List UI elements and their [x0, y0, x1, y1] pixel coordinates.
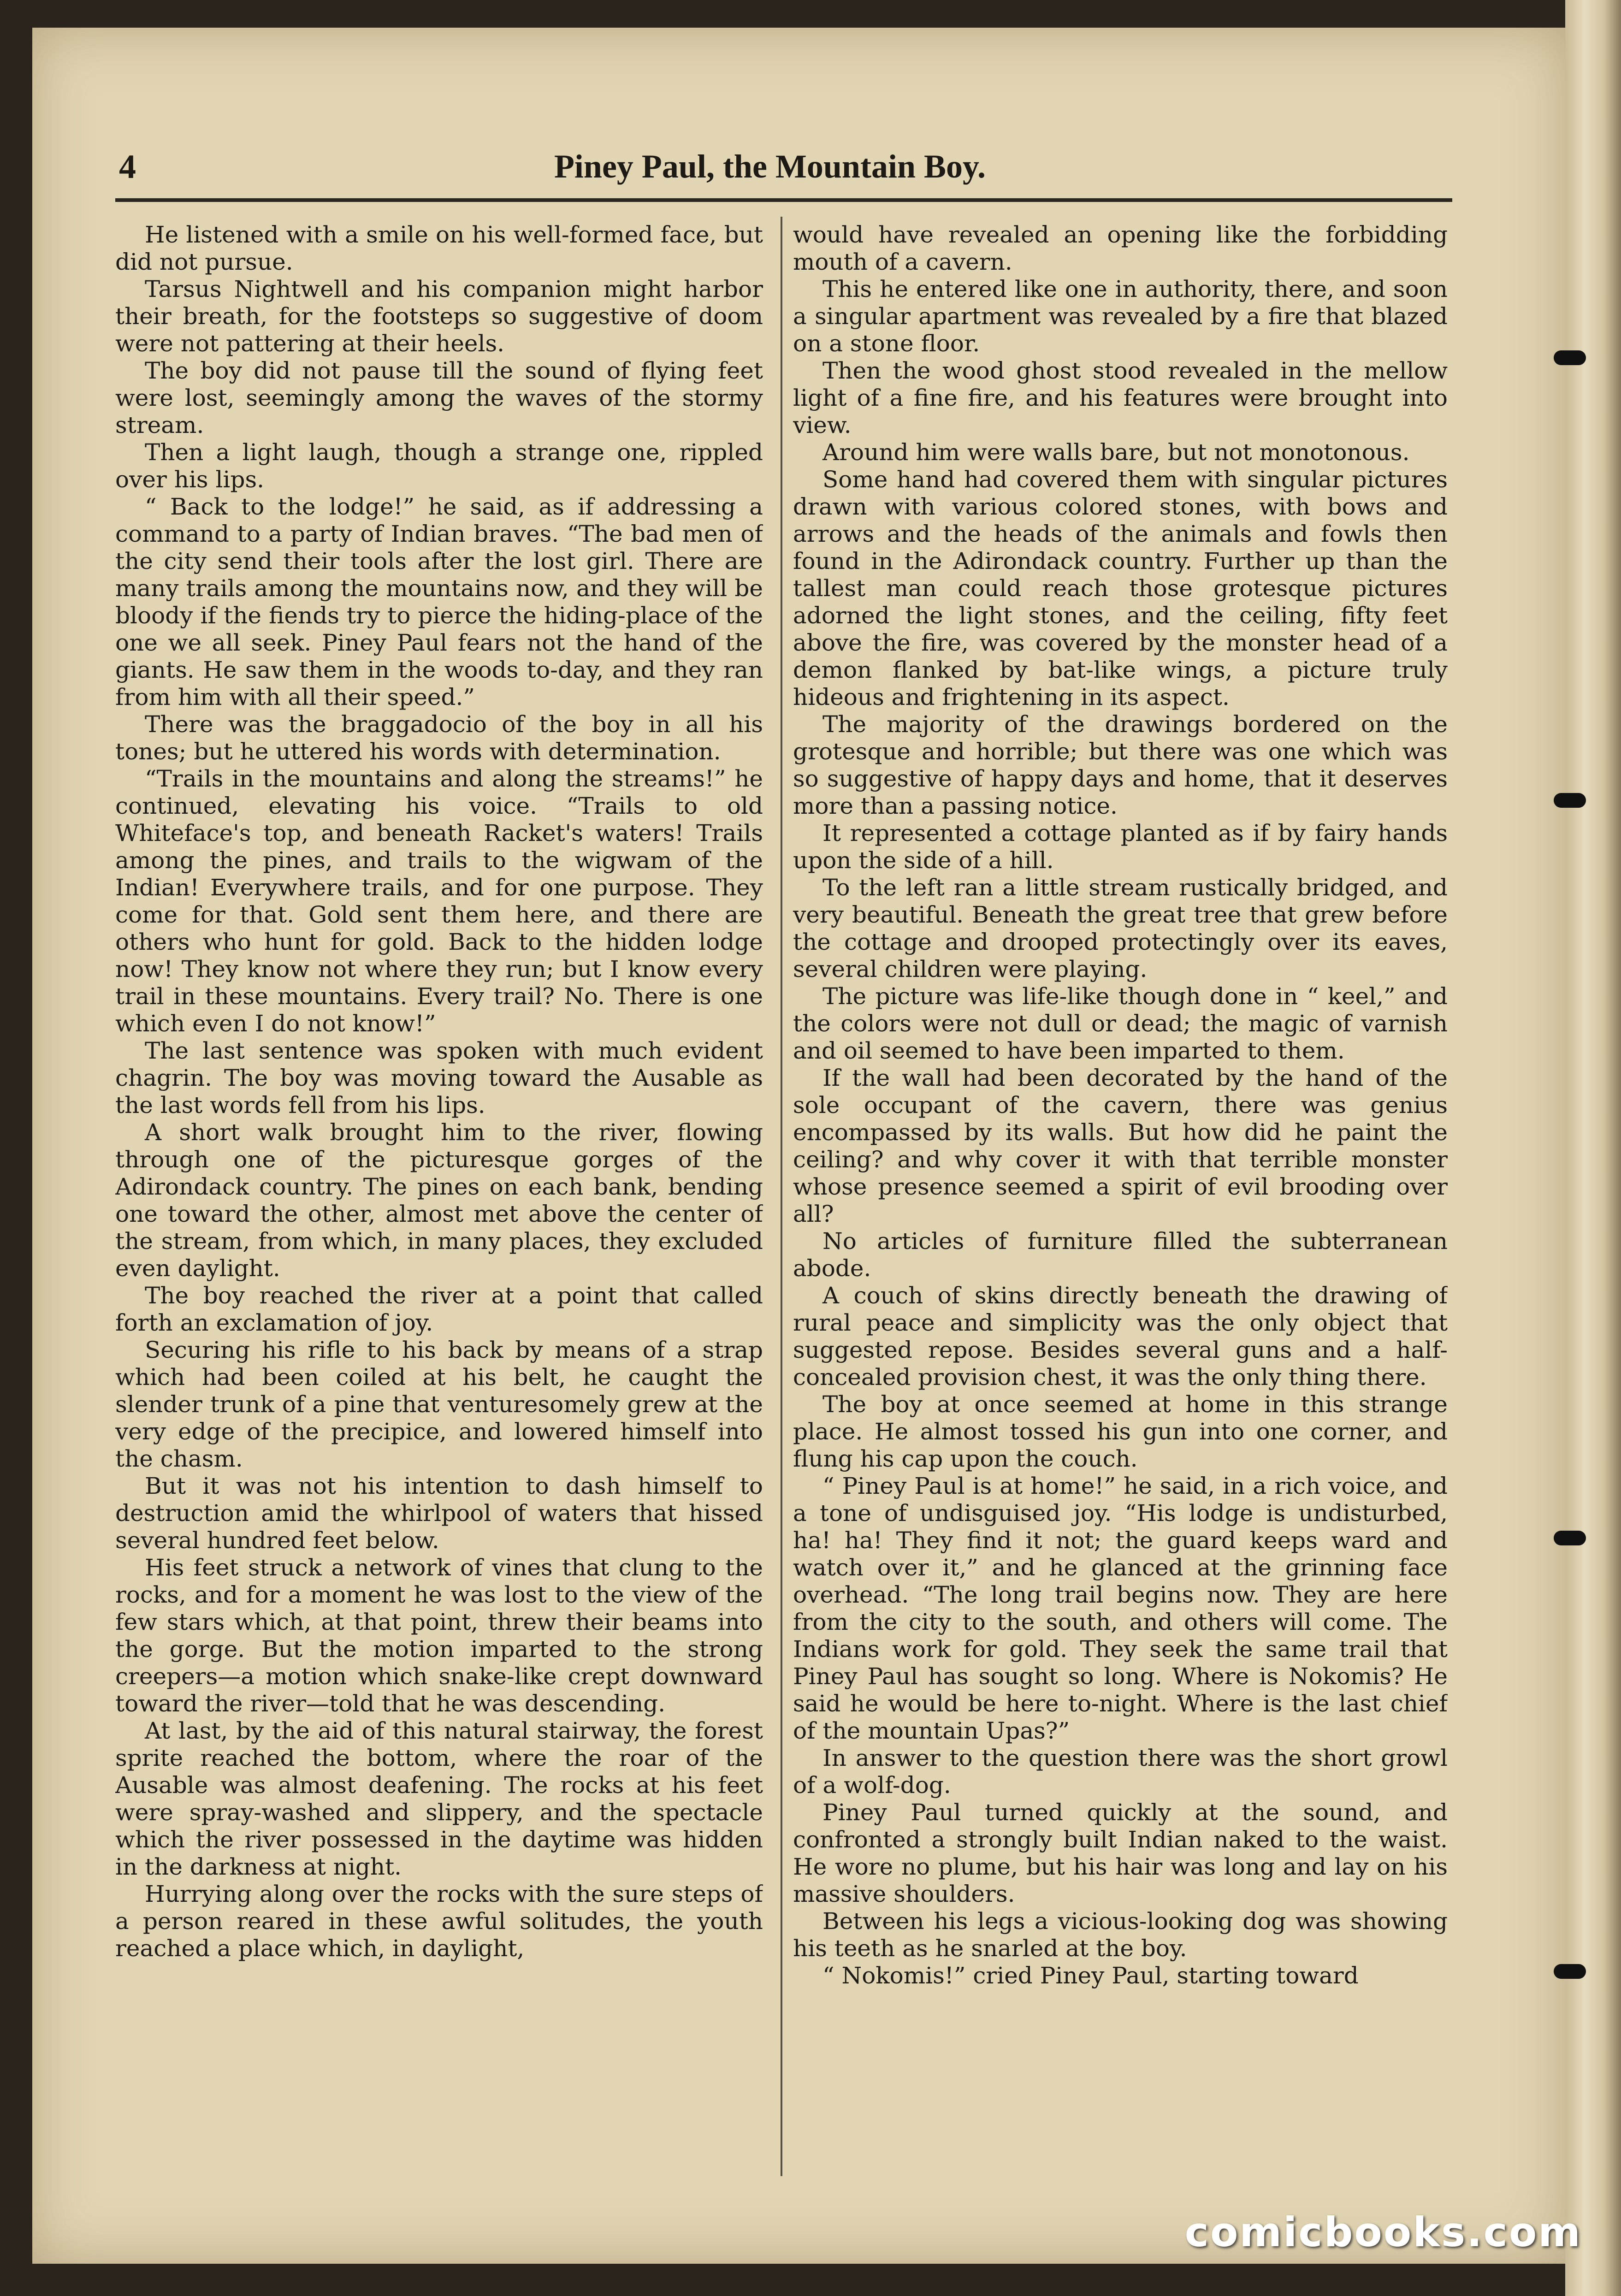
paragraph: The last sentence was spoken with much evident chagrin. The boy was moving toward the Ausable as the last words fell from his lips.	[115, 1037, 763, 1118]
right-text-column	[793, 221, 1448, 2195]
running-title: Piney Paul, the Mountain Boy.	[554, 148, 986, 185]
staple-2	[1554, 793, 1586, 808]
column-divider	[781, 217, 782, 2176]
paragraph: But it was not his intention to dash himself to destruction amid the whirlpool of waters that hissed several hundred feet below.	[115, 1473, 763, 1554]
paragraph: He listened with a smile on his well-formed face, but did not pursue.	[115, 221, 763, 275]
paragraph: The boy reached the river at a point that called forth an exclamation of joy.	[115, 1282, 763, 1336]
paragraph: There was the braggadocio of the boy in all his tones; but he uttered his words with determination.	[115, 711, 763, 765]
paragraph: A short walk brought him to the river, flowing through one of the picturesque gorges of the Adirondack country. The pines on each bank, bending one toward the other, almost met above the center of the stream, from which, in many places, they excluded even daylight.	[115, 1119, 763, 1282]
left-text-column	[115, 221, 763, 2195]
paragraph: “ Back to the lodge!” he said, as if addressing a command to a party of Indian braves. “The bad men of the city send their tools after the lost girl. There are many trails among the mountains now, and they will be bloody if the fiends try to pierce the hiding-place of the one we all seek. Piney Paul fears not the hand of the giants. He saw them in the woods to-day, and they ran from him with all their speed.”	[115, 493, 763, 710]
paragraph: To the left ran a little stream rustically bridged, and very beautiful. Beneath the great tree that grew before the cottage and drooped protectingly over its eaves, several children were playing.	[793, 874, 1448, 982]
staple-3	[1554, 1531, 1586, 1545]
page-number: 4	[119, 148, 136, 186]
paragraph: The boy did not pause till the sound of flying feet were lost, seemingly among the waves of the stormy stream.	[115, 357, 763, 438]
paragraph: “ Nokomis!” cried Piney Paul, starting toward	[822, 1962, 1359, 1989]
page-header	[83, 138, 1457, 203]
staple-4	[1554, 1964, 1586, 1979]
paragraph: At last, by the aid of this natural stairway, the forest sprite reached the bottom, where the roar of the Ausable was almost deafening. The rocks at his feet were spray-washed and slippery, and the spectacle which the river possessed in the daytime was hidden in the darkness at night.	[115, 1717, 763, 1880]
paragraph: Then the wood ghost stood revealed in the mellow light of a fine fire, and his features were brought into view.	[793, 357, 1448, 438]
header-rule	[115, 198, 1452, 202]
paragraph: The majority of the drawings bordered on the grotesque and horrible; but there was one which was so suggestive of happy days and home, that it deserves more than a passing notice.	[793, 711, 1448, 819]
paragraph: This he entered like one in authority, there, and soon a singular apartment was revealed by a fire that blazed on a stone floor.	[793, 276, 1448, 357]
paragraph: A couch of skins directly beneath the drawing of rural peace and simplicity was the only object that suggested repose. Besides several guns and a half-concealed provision chest, it was the only thing there.	[793, 1282, 1448, 1391]
paragraph: If the wall had been decorated by the hand of the sole occupant of the cavern, there was genius encompassed by its walls. But how did he paint the ceiling? and why cover it with that terrible monster whose presence seemed a spirit of evil brooding over all?	[793, 1065, 1448, 1227]
paragraph: Some hand had covered them with singular pictures drawn with various colored stones, with bows and arrows and the heads of the animals and fowls then found in the Adirondack country. Further up than the tallest man could reach those grotesque pictures adorned the light stones, and the ceiling, fifty feet above the fire, was covered by the monster head of a demon flanked by bat-like wings, a picture truly hideous and frightening in its aspect.	[793, 466, 1448, 710]
staple-1	[1554, 350, 1586, 365]
binding-spine	[1565, 0, 1621, 2296]
paragraph: The picture was life-like though done in “ keel,” and the colors were not dull or dead; the magic of varnish and oil seemed to have been imparted to them.	[793, 983, 1448, 1064]
paragraph: In answer to the question there was the short growl of a wolf-dog.	[793, 1745, 1448, 1799]
paragraph: It represented a cottage planted as if by fairy hands upon the side of a hill.	[793, 820, 1448, 874]
paragraph: would have revealed an opening like the forbidding mouth of a cavern.	[793, 221, 1448, 275]
site-watermark: comicbooks.com	[1184, 2208, 1582, 2256]
paragraph: Hurrying along over the rocks with the sure steps of a person reared in these awful solitudes, the youth reached a place which, in daylight,	[115, 1881, 763, 1962]
paragraph: Piney Paul turned quickly at the sound, and confronted a strongly built Indian naked to the waist. He wore no plume, but his hair was long and lay on his massive shoulders.	[793, 1799, 1448, 1907]
paragraph: Around him were walls bare, but not monotonous.	[822, 439, 1410, 466]
paragraph: Between his legs a vicious-looking dog was showing his teeth as he snarled at the boy.	[793, 1908, 1448, 1962]
paragraph: The boy at once seemed at home in this strange place. He almost tossed his gun into one corner, and flung his cap upon the couch.	[793, 1391, 1448, 1472]
paragraph: His feet struck a network of vines that clung to the rocks, and for a moment he was lost to the view of the few stars which, at that point, threw their beams into the gorge. But the motion imparted to the strong creepers—a motion which snake-like crept downward toward the river—told that he was descending.	[115, 1554, 763, 1717]
paragraph: “Trails in the mountains and along the streams!” he continued, elevating his voice. “Trails to old Whiteface's top, and beneath Racket's waters! Trails among the pines, and trails to the wigwam of the Indian! Everywhere trails, and for one purpose. They come for that. Gold sent them here, and there are others who hunt for gold. Back to the hidden lodge now! They know not where they run; but I know every trail in these mountains. Every trail? No. There is one which even I do not know!”	[115, 765, 763, 1037]
paragraph: Then a light laugh, though a strange one, rippled over his lips.	[115, 439, 763, 493]
paragraph: Securing his rifle to his back by means of a strap which had been coiled at his belt, he caught the slender trunk of a pine that venturesomely grew at the very edge of the precipice, and lowered himself into the chasm.	[115, 1337, 763, 1472]
paragraph: Tarsus Nightwell and his companion might harbor their breath, for the footsteps so suggestive of doom were not pattering at their heels.	[115, 276, 763, 357]
paragraph: No articles of furniture filled the subterranean abode.	[793, 1228, 1448, 1282]
paragraph: “ Piney Paul is at home!” he said, in a rich voice, and a tone of undisguised joy. “His lodge is undisturbed, ha! ha! They find it not; the guard keeps ward and watch over it,” and he glanced at the grinning face overhead. “The long trail begins now. They are here from the city to the south, and others will come. The Indians work for gold. They seek the same trail that Piney Paul has sought so long. Where is Nokomis? He said he would be here to-night. Where is the last chief of the mountain Upas?”	[793, 1473, 1448, 1744]
